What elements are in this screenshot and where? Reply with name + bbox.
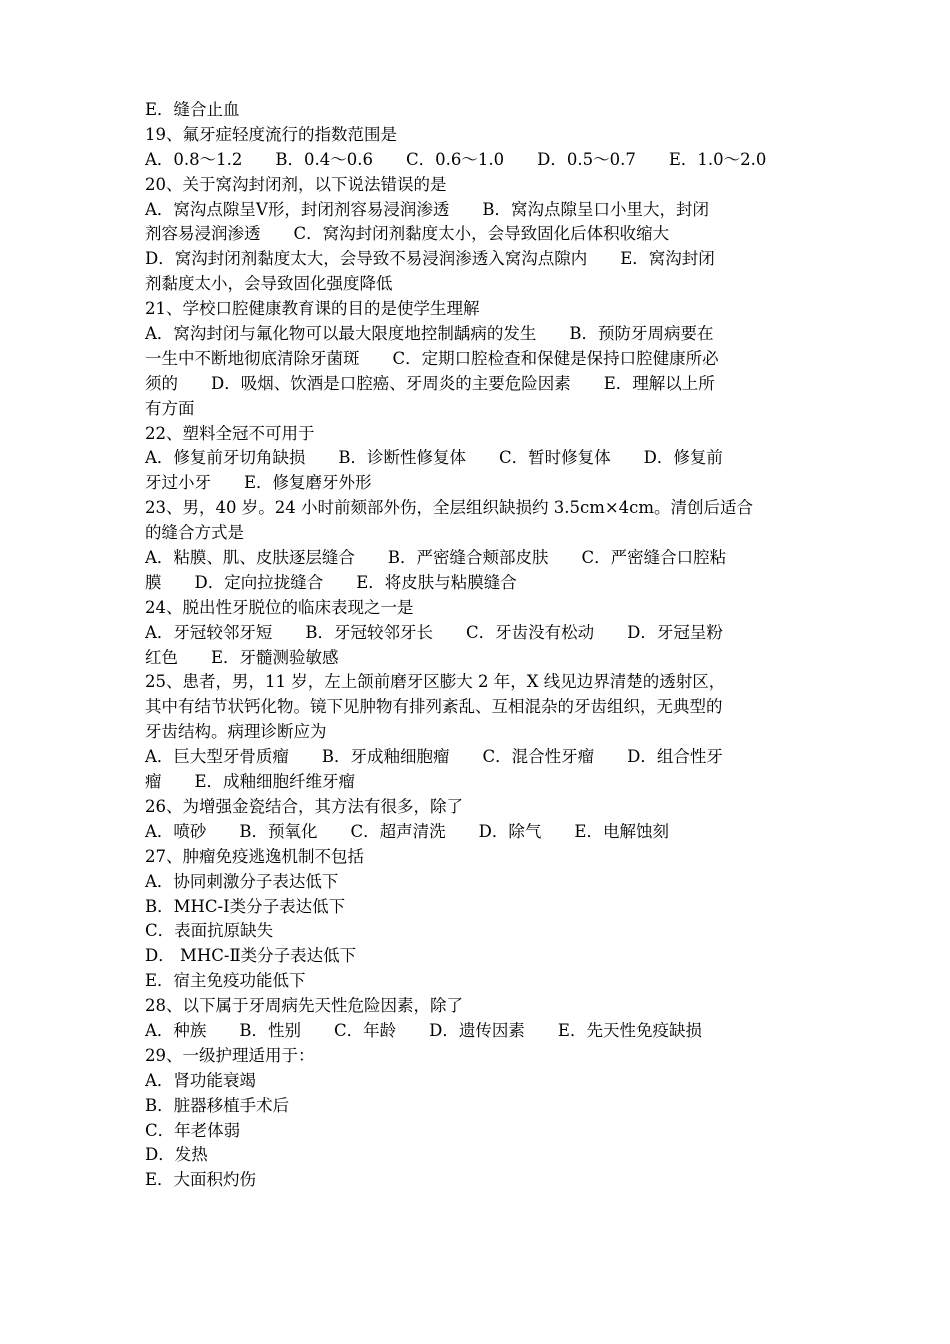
question-23-options: 膜 D．定向拉拢缝合 E．将皮肤与粘膜缝合 <box>145 572 517 592</box>
question-21-options: 有方面 <box>145 398 195 418</box>
question-29-option: D．发热 <box>145 1145 208 1165</box>
text-line: E．缝合止血 <box>145 100 240 119</box>
question-21-options: A．窝沟封闭与氟化物可以最大限度地控制龋病的发生 B．预防牙周病要在 <box>145 324 714 344</box>
question-19-options: A．0.8～1.2 B．0.4～0.6 C．0.6～1.0 D．0.5～0.7 E．1.0～2.0 <box>145 149 767 169</box>
question-24-stem: 24、脱出性牙脱位的临床表现之一是 <box>145 597 414 617</box>
question-29-option: A．肾功能衰竭 <box>145 1070 256 1090</box>
question-26-stem: 26、为增强金瓷结合，其方法有很多，除了 <box>145 796 463 816</box>
question-28-stem: 28、以下属于牙周病先天性危险因素，除了 <box>145 996 463 1016</box>
question-25-stem: 其中有结节状钙化物。镜下见肿物有排列紊乱、互相混杂的牙齿组织，无典型的 <box>145 697 723 717</box>
question-29-option: B．脏器移植手术后 <box>145 1095 290 1115</box>
question-22-options: A．修复前牙切角缺损 B．诊断性修复体 C．暂时修复体 D．修复前 <box>145 448 723 468</box>
question-26-options: A．喷砂 B．预氧化 C．超声清洗 D．除气 E．电解蚀刻 <box>145 821 669 841</box>
question-24-options: 红色 E．牙髓测验敏感 <box>145 647 339 667</box>
question-20-options: D．窝沟封闭剂黏度太大，会导致不易浸润渗透入窝沟点隙内 E．窝沟封闭 <box>145 249 715 269</box>
question-27-option: B．MHC-Ⅰ类分子表达低下 <box>145 896 346 916</box>
question-20-stem: 20、关于窝沟封闭剂，以下说法错误的是 <box>145 174 447 194</box>
question-20-options: A．窝沟点隙呈Ⅴ形，封闭剂容易浸润渗透 B．窝沟点隙呈口小里大，封闭 <box>145 199 709 219</box>
question-27-option: A．协同刺激分子表达低下 <box>145 871 339 891</box>
question-22-options: 牙过小牙 E．修复磨牙外形 <box>145 473 372 493</box>
document-page <box>145 98 810 1193</box>
question-20-options: 剂容易浸润渗透 C．窝沟封闭剂黏度太小，会导致固化后体积收缩大 <box>145 224 670 244</box>
question-24-options: A．牙冠较邻牙短 B．牙冠较邻牙长 C．牙齿没有松动 D．牙冠呈粉 <box>145 622 723 642</box>
question-25-stem: 牙齿结构。病理诊断应为 <box>145 722 327 742</box>
question-25-options: A．巨大型牙骨质瘤 B．牙成釉细胞瘤 C．混合性牙瘤 D．组合性牙 <box>145 747 723 767</box>
question-22-stem: 22、塑料全冠不可用于 <box>145 423 315 443</box>
question-21-options: 须的 D．吸烟、饮酒是口腔癌、牙周炎的主要危险因素 E．理解以上所 <box>145 373 715 393</box>
question-25-options: 瘤 E．成釉细胞纤维牙瘤 <box>145 772 356 792</box>
question-29-option: E．大面积灼伤 <box>145 1170 257 1190</box>
question-21-stem: 21、学校口腔健康教育课的目的是使学生理解 <box>145 299 480 319</box>
question-19-stem: 19、氟牙症轻度流行的指数范围是 <box>145 124 397 144</box>
question-23-stem: 23、男，40 岁。24 小时前颏部外伤，全层组织缺损约 3.5cm×4cm。清创后适合 <box>145 498 754 518</box>
question-27-option: D． MHC-Ⅱ类分子表达低下 <box>145 946 357 966</box>
question-23-stem: 的缝合方式是 <box>145 523 244 543</box>
question-27-stem: 27、肿瘤免疫逃逸机制不包括 <box>145 846 364 866</box>
question-28-options: A．种族 B．性别 C．年龄 D．遗传因素 E．先天性免疫缺损 <box>145 1020 702 1040</box>
question-29-option: C．年老体弱 <box>145 1120 241 1140</box>
question-23-options: A．粘膜、肌、皮肤逐层缝合 B．严密缝合颊部皮肤 C．严密缝合口腔粘 <box>145 548 727 568</box>
question-25-stem: 25、患者，男，11 岁，左上颌前磨牙区膨大 2 年，X 线见边界清楚的透射区， <box>145 672 726 692</box>
question-21-options: 一生中不断地彻底清除牙菌斑 C．定期口腔检查和保健是保持口腔健康所必 <box>145 348 719 368</box>
question-27-option: C．表面抗原缺失 <box>145 921 274 941</box>
question-20-options: 剂黏度太小，会导致固化强度降低 <box>145 274 393 294</box>
question-29-stem: 29、一级护理适用于： <box>145 1045 315 1065</box>
question-27-option: E．宿主免疫功能低下 <box>145 971 306 991</box>
